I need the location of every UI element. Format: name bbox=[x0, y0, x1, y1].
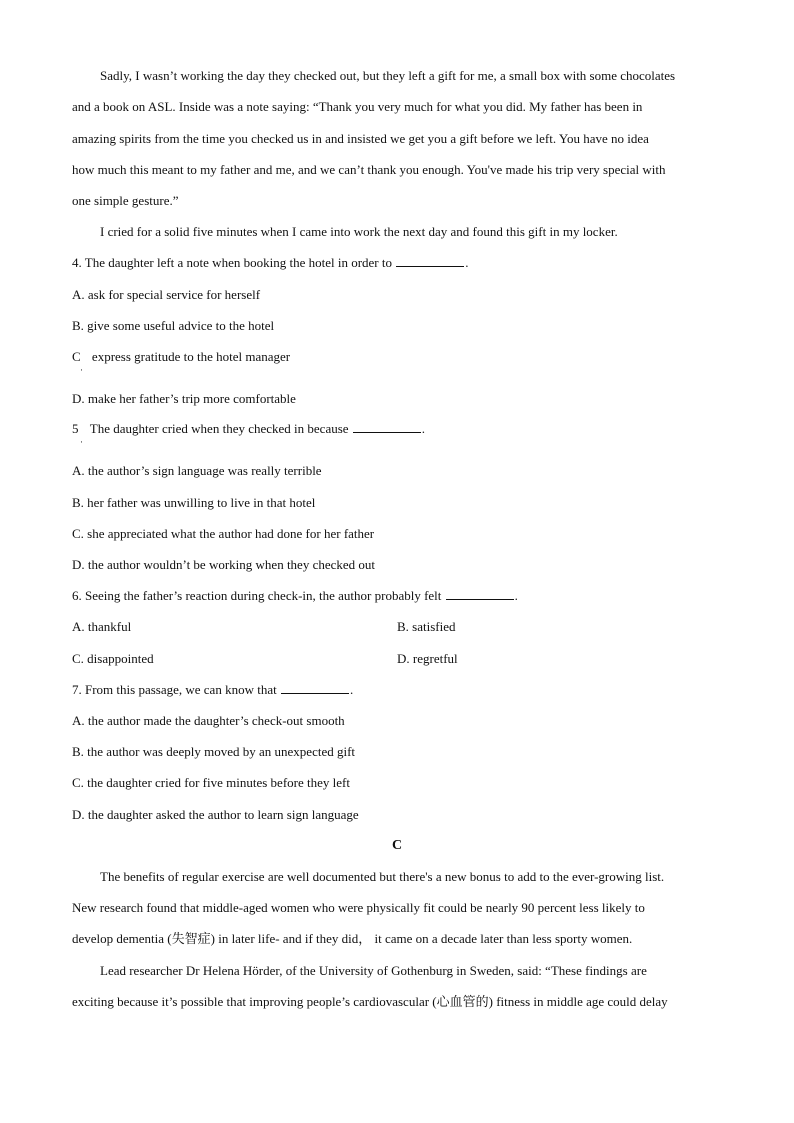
answer-blank bbox=[353, 421, 421, 433]
question-6-option-d: D. regretful bbox=[397, 651, 458, 666]
section-c-para1-line2: New research found that middle-aged women who were physically fit could be nearly 90 percent less likely to bbox=[72, 900, 645, 915]
question-7-text: 7. From this passage, we can know that bbox=[72, 682, 277, 697]
question-7-option-b: B. the author was deeply moved by an unexpected gift bbox=[72, 744, 356, 759]
option-letter: C bbox=[72, 349, 81, 364]
answer-blank bbox=[446, 588, 514, 600]
section-c-para2-line2: exciting because it’s possible that improving people’s cardiovascular (心血管的) fitness in middle age could delay bbox=[72, 994, 668, 1009]
question-5-end: . bbox=[421, 421, 426, 436]
question-7-option-a: A. the author made the daughter’s check-out smooth bbox=[72, 713, 345, 728]
question-4-option-b: B. give some useful advice to the hotel bbox=[72, 318, 275, 333]
question-5-option-c: C. she appreciated what the author had done for her father bbox=[72, 526, 375, 541]
question-4-text: 4. The daughter left a note when booking the hotel in order to bbox=[72, 255, 392, 270]
section-c-para2-line1: Lead researcher Dr Helena Hörder, of the University of Gothenburg in Sweden, said: “These findings are bbox=[100, 963, 647, 978]
passage-b-para1-line1: Sadly, I wasn’t working the day they checked out, but they left a gift for me, a small box with some chocolates bbox=[100, 68, 676, 83]
passage-b-para1-line3: amazing spirits from the time you checked us in and insisted we get you a gift before we left. You have no idea bbox=[72, 131, 649, 146]
question-6-option-b: B. satisfied bbox=[397, 619, 456, 634]
question-5-option-d: D. the author wouldn’t be working when they checked out bbox=[72, 557, 376, 572]
question-5-stem bbox=[72, 420, 425, 438]
passage-b-para2: I cried for a solid five minutes when I came into work the next day and found this gift in my locker. bbox=[100, 224, 618, 239]
question-6-end: . bbox=[514, 588, 518, 603]
question-6-text: 6. Seeing the father’s reaction during check-in, the author probably felt bbox=[72, 588, 442, 603]
question-4-end: . bbox=[465, 255, 469, 270]
question-5-option-b: B. her father was unwilling to live in that hotel bbox=[72, 495, 316, 510]
question-7-end: . bbox=[349, 682, 354, 697]
question-6-option-c: C. disappointed bbox=[72, 651, 154, 666]
question-5-option-a: A. the author’s sign language was really terrible bbox=[72, 463, 322, 478]
stray-dot-mark: · bbox=[80, 437, 83, 447]
question-5-number: 5 bbox=[72, 421, 79, 436]
passage-b-para1-line2: and a book on ASL. Inside was a note saying: “Thank you very much for what you did. My father has been in bbox=[72, 99, 643, 114]
question-7-option-c: C. the daughter cried for five minutes before they left bbox=[72, 775, 350, 790]
question-6-stem bbox=[72, 587, 518, 605]
section-c-heading: C bbox=[391, 838, 403, 853]
answer-blank bbox=[396, 255, 464, 267]
question-4-option-c bbox=[72, 348, 290, 366]
passage-b-para1-line4: how much this meant to my father and me, and we can’t thank you enough. You've made his trip very special with bbox=[72, 162, 666, 177]
passage-b-para1-line5: one simple gesture.” bbox=[72, 193, 179, 208]
question-7-stem bbox=[72, 681, 353, 699]
section-c-para1-line3: develop dementia (失智症) in later life- and if they did， it came on a decade later than less sporty women. bbox=[72, 931, 633, 946]
question-6-option-a: A. thankful bbox=[72, 619, 132, 634]
stray-dot-mark: · bbox=[80, 365, 83, 375]
section-c-para1-line1: The benefits of regular exercise are well documented but there's a new bonus to add to the ever-growing list. bbox=[100, 869, 665, 884]
answer-blank bbox=[281, 682, 349, 694]
question-5-text: The daughter cried when they checked in because bbox=[89, 421, 349, 436]
question-7-option-d: D. the daughter asked the author to learn sign language bbox=[72, 807, 359, 822]
option-text: express gratitude to the hotel manager bbox=[91, 349, 291, 364]
question-4-stem bbox=[72, 254, 468, 272]
question-4-option-a: A. ask for special service for herself bbox=[72, 287, 261, 302]
question-4-option-d: D. make her father’s trip more comfortable bbox=[72, 391, 296, 406]
